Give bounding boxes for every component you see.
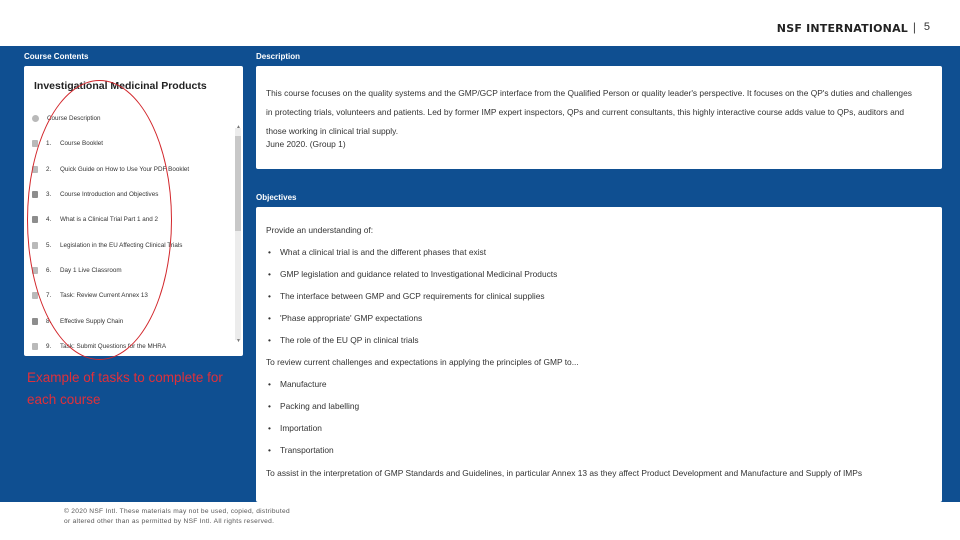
video-icon xyxy=(32,318,38,325)
scroll-down-icon[interactable]: ▼ xyxy=(236,338,241,344)
description-date: June 2020. (Group 1) xyxy=(266,139,346,149)
objectives-intro: Provide an understanding of: xyxy=(266,225,374,235)
list-item-label: Effective Supply Chain xyxy=(60,317,124,325)
objectives-body xyxy=(266,223,931,481)
list-item-label: Day 1 Live Classroom xyxy=(60,266,122,274)
copyright-footer xyxy=(64,507,290,527)
list-item-number: 3. xyxy=(46,191,52,199)
header-separator: | xyxy=(912,20,916,34)
list-item-number: 7. xyxy=(46,292,52,300)
course-title: Investigational Medicinal Products xyxy=(34,80,207,92)
objective-bullet: • Packing and labelling xyxy=(266,399,931,421)
course-contents-label: Course Contents xyxy=(24,52,89,61)
highlight-oval xyxy=(27,80,172,360)
objectives-label: Objectives xyxy=(256,193,297,202)
list-item-label: Course Description xyxy=(47,115,101,123)
objectives-intro: To review current challenges and expectations in applying the principles of GMP to... xyxy=(266,357,579,367)
objective-bullet: • The interface between GMP and GCP requirements for clinical supplies xyxy=(266,289,931,311)
list-item-number: 9. xyxy=(46,342,52,350)
circle-icon xyxy=(32,115,39,122)
objective-bullet: • Manufacture xyxy=(266,377,931,399)
list-item-number: 1. xyxy=(46,140,52,148)
objectives-card xyxy=(256,207,942,502)
list-item-number: 6. xyxy=(46,266,52,274)
brand-name: NSF INTERNATIONAL xyxy=(776,22,908,35)
list-item-label: Task: Submit Questions for the MHRA xyxy=(60,342,167,350)
scrollbar-thumb[interactable] xyxy=(235,136,241,231)
list-item-number: 4. xyxy=(46,216,52,224)
copyright-line: © 2020 NSF Intl. These materials may not be used, copied, distributed xyxy=(64,508,290,515)
description-label: Description xyxy=(256,52,301,61)
task-icon xyxy=(32,343,38,350)
objective-bullet: • The role of the EU QP in clinical trials xyxy=(266,333,931,355)
objective-bullet: • Transportation xyxy=(266,443,931,465)
slide-header xyxy=(0,0,960,46)
scroll-up-icon[interactable]: ▲ xyxy=(236,124,241,130)
objective-bullet: • What a clinical trial is and the different phases that exist xyxy=(266,245,931,267)
list-item-number: 8. xyxy=(46,317,52,325)
list-item-label: Task: Review Current Annex 13 xyxy=(60,292,148,300)
list-item-label: Course Booklet xyxy=(60,140,104,148)
list-item-label: Course Introduction and Objectives xyxy=(60,191,159,199)
list-item-number: 2. xyxy=(46,165,52,173)
description-text: This course focuses on the quality systems and the GMP/GCP interface from the Qualified Person or quality leader's perspective. It focuses on the QP's duties and challenges in protecting trials, volunteers and patients. Led by former IMP expert inspectors, QPs and current consultants, this highly interactive course adds value to QPs, auditors and those working in clinical trial supply. xyxy=(266,88,912,136)
objective-bullet: • Importation xyxy=(266,421,931,443)
list-item-label: What is a Clinical Trial Part 1 and 2 xyxy=(60,216,158,224)
copyright-line: or altered other than as permitted by NSF Intl. All rights reserved. xyxy=(64,518,275,525)
objective-bullet: • GMP legislation and guidance related to Investigational Medicinal Products xyxy=(266,267,931,289)
list-item-label: Quick Guide on How to Use Your PDF Booklet xyxy=(60,165,190,173)
description-card xyxy=(256,66,942,169)
objective-bullet: • 'Phase appropriate' GMP expectations xyxy=(266,311,931,333)
list-item-number: 5. xyxy=(46,241,52,249)
list-item-label: Legislation in the EU Affecting Clinical Trials xyxy=(60,241,183,249)
page-number: 5 xyxy=(923,21,930,33)
annotation-text: Example of tasks to complete for each course xyxy=(27,370,223,407)
objectives-intro: To assist in the interpretation of GMP Standards and Guidelines, in particular Annex 13 as they affect Product Development and Manufacture and Supply of IMPs xyxy=(266,468,863,478)
